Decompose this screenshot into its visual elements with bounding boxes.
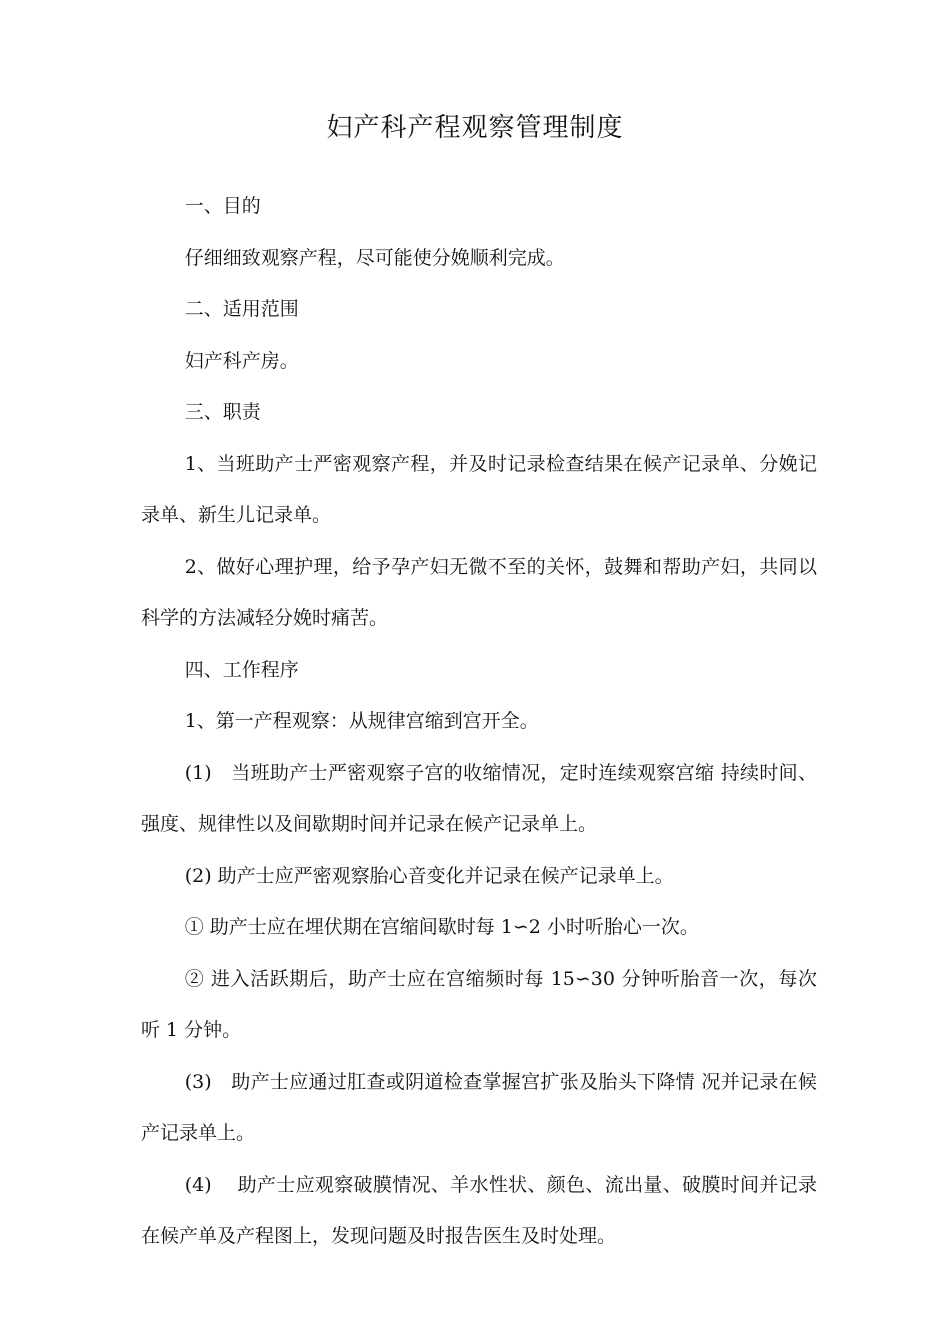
paragraph-duty-1: 1、当班助产士严密观察产程，并及时记录检查结果在候产记录单、分娩记录单、新生儿记录单。 <box>141 452 817 526</box>
paragraph-procedure-1: 1、第一产程观察：从规律宫缩到宫开全。 <box>184 710 539 732</box>
paragraph-procedure-1-2-b: ② 进入活跃期后，助产士应在宫缩频时每 15∽30 分钟听胎音一次，每次听 1 分钟。 <box>141 967 817 1041</box>
section-heading-duties: 三、职责 <box>184 401 261 423</box>
paragraph-procedure-1-2: (2) 助产士应严密观察胎心音变化并记录在候产记录单上。 <box>184 864 674 887</box>
paragraph-purpose: 仔细细致观察产程，尽可能使分娩顺利完成。 <box>184 246 565 269</box>
paragraph-procedure-1-1: (1) 当班助产士严密观察子宫的收缩情况，定时连续观察宫缩 持续时间、强度、规律性以及间歇期时间并记录在候产记录单上。 <box>141 761 817 835</box>
paragraph-duty-2: 2、做好心理护理，给予孕产妇无微不至的关怀，鼓舞和帮助产妇，共同以科学的方法减轻分娩时痛苦。 <box>141 555 817 629</box>
paragraph-procedure-1-3: (3) 助产士应通过肛查或阴道检查掌握宫扩张及胎头下降情 况并记录在候产记录单上。 <box>141 1070 817 1144</box>
paragraph-procedure-1-4: (4) 助产士应观察破膜情况、羊水性状、颜色、流出量、破膜时间并记录在候产单及产程图上，发现问题及时报告医生及时处理。 <box>141 1173 817 1247</box>
section-heading-scope: 二、适用范围 <box>184 298 299 320</box>
paragraph-procedure-1-2-a: ① 助产士应在埋伏期在宫缩间歇时每 1∽2 小时听胎心一次。 <box>184 916 699 938</box>
document-body <box>141 181 817 1263</box>
document-title: 妇产科产程观察管理制度 <box>326 113 624 143</box>
section-heading-procedure: 四、工作程序 <box>184 658 299 681</box>
paragraph-scope: 妇产科产房。 <box>184 349 299 372</box>
section-heading-purpose: 一、目的 <box>184 195 261 217</box>
